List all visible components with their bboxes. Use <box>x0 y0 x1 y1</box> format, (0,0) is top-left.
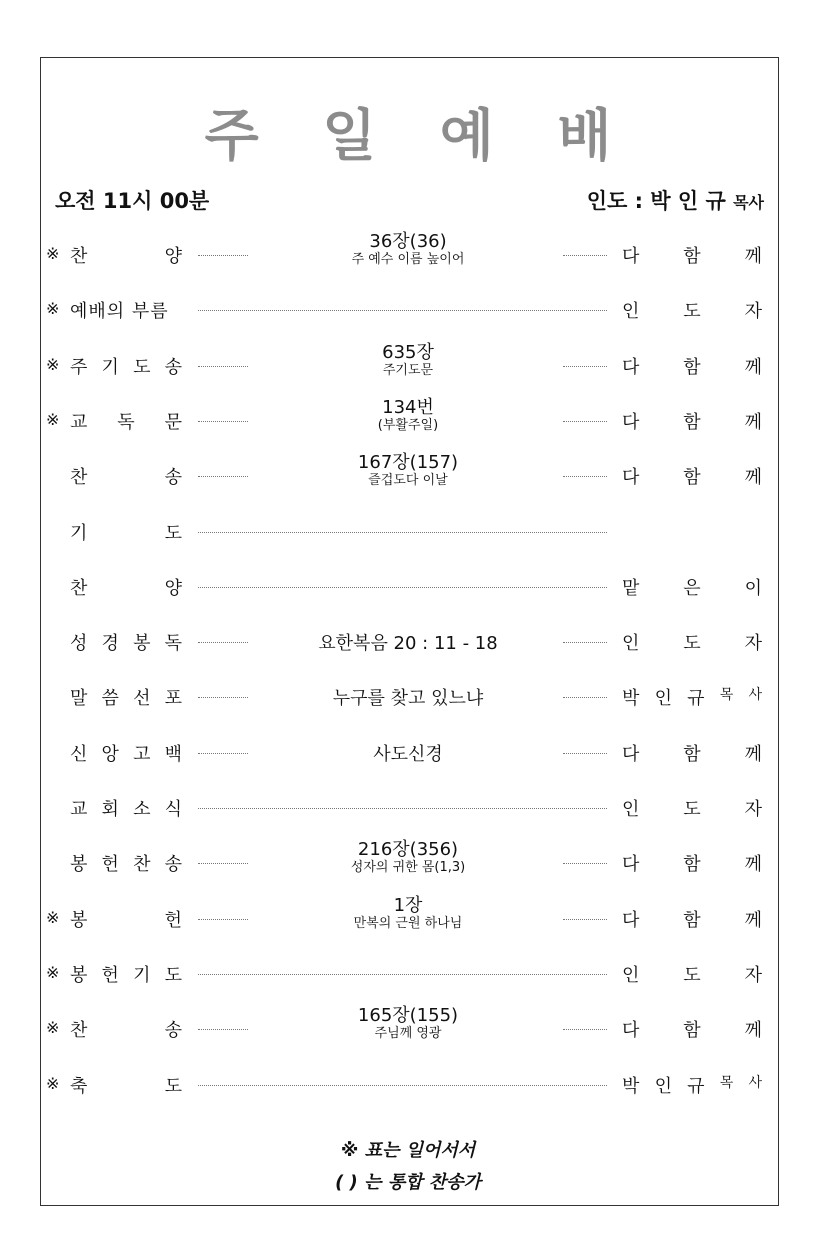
item-person-char: 목 <box>719 687 734 703</box>
item-detail-main: 167장(157) <box>357 452 459 473</box>
leader-name: 인도 : 박 인 규 <box>586 189 726 213</box>
item-person-char: 함 <box>683 744 701 765</box>
footer-note-standing: ※ 표는 일어서서 <box>340 1140 476 1161</box>
item-label-char: 찬 <box>70 1020 88 1041</box>
item-label <box>70 297 182 323</box>
item-person-char: 인 <box>654 688 672 709</box>
item-label-char: 식 <box>164 799 182 820</box>
leader-dots <box>198 421 248 422</box>
leader-dots <box>198 697 248 698</box>
leader-dots <box>198 642 248 643</box>
item-person-char: 인 <box>622 799 640 820</box>
item-detail: 누구를 찾고 있느냐 <box>332 688 484 709</box>
item-person-char: 다 <box>622 412 640 433</box>
item-label <box>70 629 182 655</box>
item-label <box>70 408 182 434</box>
service-item <box>0 572 816 602</box>
item-detail <box>280 453 536 489</box>
item-person-char: 자 <box>744 633 762 654</box>
item-person-char: 께 <box>744 357 762 378</box>
service-item <box>0 959 816 989</box>
item-person-char: 규 <box>687 1076 705 1097</box>
service-item <box>0 231 816 270</box>
item-person <box>622 684 762 710</box>
item-label-char: 경 <box>101 633 119 654</box>
item-detail-main: 165장(155) <box>357 1005 459 1026</box>
leader-dots <box>198 753 248 754</box>
item-person <box>622 408 762 434</box>
item-person <box>622 961 762 987</box>
item-label-char: 도 <box>164 1076 182 1097</box>
item-person-char: 사 <box>748 687 762 703</box>
leader-dots <box>198 366 248 367</box>
service-item <box>0 342 816 381</box>
service-item <box>0 452 816 491</box>
service-item <box>0 895 816 934</box>
leader-dots <box>563 366 607 367</box>
item-label-char: 신 <box>70 744 88 765</box>
item-label-char: 성 <box>70 633 88 654</box>
item-person-char: 다 <box>622 1020 640 1041</box>
service-item <box>0 793 816 823</box>
page-title: 주 일 예 배 <box>204 104 634 169</box>
leader-dots <box>198 476 248 477</box>
item-person-char: 도 <box>683 301 701 322</box>
leader-dots <box>563 642 607 643</box>
leader-dots <box>563 753 607 754</box>
item-person-char: 도 <box>683 965 701 986</box>
item-detail-main: 36장(36) <box>369 231 447 252</box>
service-item <box>0 627 816 657</box>
item-person-char: 다 <box>622 744 640 765</box>
item-person-char: 인 <box>622 633 640 654</box>
item-label-char: 봉 <box>70 965 88 986</box>
leader-dots <box>563 421 607 422</box>
item-label-char: 씀 <box>101 688 119 709</box>
item-label-char: 송 <box>164 854 182 875</box>
item-label-char: 찬 <box>133 854 151 875</box>
standing-mark: ※ <box>46 963 60 982</box>
item-person <box>622 353 762 379</box>
item-label-char: 양 <box>164 246 182 267</box>
item-label-char: 송 <box>164 1020 182 1041</box>
item-person-char: 께 <box>744 412 762 433</box>
item-detail <box>280 1006 536 1042</box>
item-person-char: 함 <box>683 412 701 433</box>
item-label-char: 예배의 부름 <box>70 301 169 322</box>
item-detail <box>280 840 536 876</box>
item-person-char: 은 <box>683 578 701 599</box>
item-detail-main: 1장 <box>393 895 423 916</box>
leader-dots <box>563 919 607 920</box>
item-label <box>70 850 182 876</box>
item-detail-sub: 주기도문 <box>382 363 434 378</box>
item-person <box>622 795 762 821</box>
item-person-char: 다 <box>622 246 640 267</box>
item-detail <box>280 398 536 434</box>
item-label-char: 교 <box>70 799 88 820</box>
item-label-char: 고 <box>133 744 151 765</box>
item-label-char: 송 <box>164 467 182 488</box>
item-detail-main: 635장 <box>382 342 434 363</box>
leader-dots <box>563 863 607 864</box>
item-label-char: 기 <box>133 965 151 986</box>
item-label-char: 찬 <box>70 578 88 599</box>
standing-mark: ※ <box>46 410 60 429</box>
item-person <box>622 740 762 766</box>
item-detail-sub: 주 예수 이름 높이어 <box>351 252 465 267</box>
standing-mark: ※ <box>46 244 60 263</box>
item-person-char: 함 <box>683 854 701 875</box>
leader-dots <box>198 532 607 533</box>
item-person-char: 목 <box>719 1075 734 1091</box>
standing-mark: ※ <box>46 299 60 318</box>
leader-dots <box>563 697 607 698</box>
standing-mark: ※ <box>46 355 60 374</box>
item-label <box>70 242 182 268</box>
item-label <box>70 1072 182 1098</box>
item-person-char: 맡 <box>622 578 640 599</box>
footer-note-hymnal: ( ) 는 통합 찬송가 <box>335 1172 481 1193</box>
item-person <box>622 850 762 876</box>
item-person-char: 께 <box>744 910 762 931</box>
item-label-char: 헌 <box>101 965 119 986</box>
service-item <box>0 738 816 768</box>
item-person-char: 다 <box>622 357 640 378</box>
service-item <box>0 1070 816 1100</box>
service-item <box>0 397 816 436</box>
item-label-char: 찬 <box>70 467 88 488</box>
item-detail-sub: 성자의 귀한 몸(1,3) <box>350 860 466 875</box>
item-label-char: 포 <box>164 688 182 709</box>
leader-dots <box>198 310 607 311</box>
leader-dots <box>198 919 248 920</box>
service-item <box>0 1005 816 1044</box>
item-detail: 요한복음 20 : 11 - 18 <box>318 633 498 654</box>
item-label <box>70 961 182 987</box>
item-label-char: 선 <box>133 688 151 709</box>
leader-dots <box>198 863 248 864</box>
item-person-char: 함 <box>683 246 701 267</box>
leader-dots <box>198 1085 607 1086</box>
item-person-char: 박 <box>622 1076 640 1097</box>
item-person-char: 도 <box>683 633 701 654</box>
leader-dots <box>563 1029 607 1030</box>
item-label-char: 교 <box>70 412 88 433</box>
item-label-char: 송 <box>164 357 182 378</box>
item-label-char: 양 <box>164 578 182 599</box>
leader-dots <box>198 808 607 809</box>
item-label-char: 봉 <box>70 854 88 875</box>
item-person <box>622 1016 762 1042</box>
item-label-char: 찬 <box>70 246 88 267</box>
item-person-char: 사 <box>748 1075 762 1091</box>
item-label <box>70 740 182 766</box>
service-item <box>0 839 816 878</box>
item-label-char: 헌 <box>101 854 119 875</box>
item-label <box>70 353 182 379</box>
item-label-char: 주 <box>70 357 88 378</box>
item-person <box>622 242 762 268</box>
item-label-char: 도 <box>164 965 182 986</box>
item-person-char: 이 <box>744 578 762 599</box>
service-item <box>0 517 816 547</box>
item-label-char: 말 <box>70 688 88 709</box>
item-person-char: 함 <box>683 467 701 488</box>
item-person-char: 박 <box>622 688 640 709</box>
item-label-char: 도 <box>133 357 151 378</box>
leader-dots <box>198 587 607 588</box>
item-label-char: 봉 <box>133 633 151 654</box>
item-person <box>622 906 762 932</box>
item-person <box>622 1072 762 1098</box>
item-detail: 사도신경 <box>373 744 443 765</box>
leader-dots <box>198 255 248 256</box>
item-detail <box>280 343 536 379</box>
item-label-char: 회 <box>101 799 119 820</box>
item-detail-sub: (부활주일) <box>377 418 439 433</box>
item-label-char: 백 <box>164 744 182 765</box>
item-person <box>622 629 762 655</box>
item-person-char: 함 <box>683 910 701 931</box>
item-person-char: 께 <box>744 854 762 875</box>
item-person-char: 인 <box>622 301 640 322</box>
item-person <box>622 463 762 489</box>
leader-dots <box>198 974 607 975</box>
item-person <box>622 574 762 600</box>
item-label <box>70 795 182 821</box>
item-person-char: 다 <box>622 467 640 488</box>
item-person-char: 께 <box>744 744 762 765</box>
item-person-char: 께 <box>744 1020 762 1041</box>
item-person-char: 께 <box>744 467 762 488</box>
item-label <box>70 463 182 489</box>
item-person-char: 자 <box>744 301 762 322</box>
item-label-char: 도 <box>164 523 182 544</box>
item-person-char: 규 <box>687 688 705 709</box>
item-label <box>70 1016 182 1042</box>
leader-dots <box>563 255 607 256</box>
leader-title: 목사 <box>733 193 764 212</box>
leader-dots <box>563 476 607 477</box>
item-label <box>70 574 182 600</box>
item-person-char: 자 <box>744 965 762 986</box>
item-label-char: 헌 <box>164 910 182 931</box>
item-label-char: 기 <box>101 357 119 378</box>
item-label-char: 기 <box>70 523 88 544</box>
item-label-char: 독 <box>117 412 135 433</box>
item-detail-sub: 즐겁도다 이날 <box>368 473 448 488</box>
item-label <box>70 906 182 932</box>
item-person-char: 자 <box>744 799 762 820</box>
item-detail-sub: 주님께 영광 <box>374 1026 442 1041</box>
standing-mark: ※ <box>46 1074 60 1093</box>
item-person-char: 께 <box>744 246 762 267</box>
item-person <box>622 297 762 323</box>
item-label-char: 축 <box>70 1076 88 1097</box>
item-label-char: 앙 <box>101 744 119 765</box>
item-detail-main: 216장(356) <box>357 839 459 860</box>
item-person-char: 함 <box>683 357 701 378</box>
item-person-char: 다 <box>622 910 640 931</box>
item-person-char: 다 <box>622 854 640 875</box>
item-detail <box>280 232 536 268</box>
service-item <box>0 295 816 325</box>
item-person-char: 함 <box>683 1020 701 1041</box>
item-person-char: 도 <box>683 799 701 820</box>
service-leader <box>587 185 764 215</box>
item-label-char: 문 <box>164 412 182 433</box>
service-time: 오전 11시 00분 <box>55 189 210 213</box>
item-detail <box>280 896 536 932</box>
item-label <box>70 684 182 710</box>
item-detail-sub: 만복의 근원 하나님 <box>353 916 463 931</box>
item-label-char: 봉 <box>70 910 88 931</box>
item-person-char: 인 <box>654 1076 672 1097</box>
item-label-char: 독 <box>164 633 182 654</box>
leader-dots <box>198 1029 248 1030</box>
item-label <box>70 519 182 545</box>
item-person-char: 인 <box>622 965 640 986</box>
item-label-char: 소 <box>133 799 151 820</box>
standing-mark: ※ <box>46 1018 60 1037</box>
item-detail-main: 134번 <box>382 397 434 418</box>
standing-mark: ※ <box>46 908 60 927</box>
service-item <box>0 682 816 712</box>
